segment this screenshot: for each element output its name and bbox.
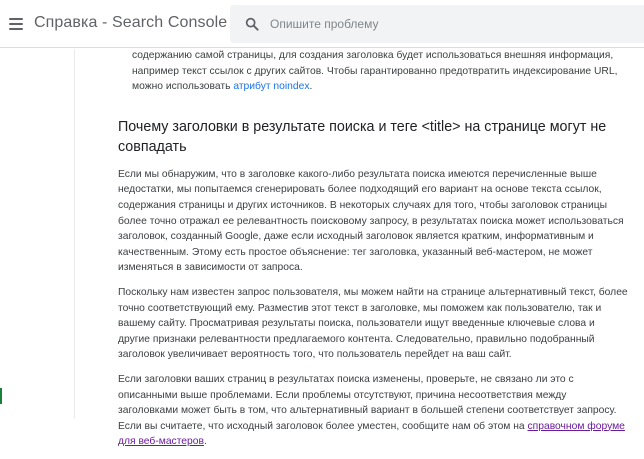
last-paragraph-text-end: . [203,436,207,448]
app-title[interactable]: Справка - Search Console [34,14,228,31]
menu-icon-bar [9,18,23,20]
webmaster-forum-link[interactable]: справочном форуме для веб-мастеров [118,420,625,448]
edge-marker [0,388,2,404]
search-input[interactable] [270,11,630,37]
app-header [0,0,644,48]
intro-paragraph [118,48,628,95]
paragraph: Поскольку нам известен запрос пользователя, мы можем найти на странице альтернативный текст, более точно соответствующий ему. Разместив этот текст в заголовке, мы поможем как пользователю, так и вашему сайту. Просматривая результаты поиска, пользователи ищут введенные ключевые слова и другие признаки релевантности предлагаемого контента. Следовательно, правильно подобранный заголовок увеличивает вероятность того, что пользователь перейдет на ваш сайт. [118,286,628,361]
menu-icon-bar [9,28,23,30]
paragraph: Если мы обнаружим, что в заголовке какого-либо результата поиска имеются перечисленные выше недостатки, мы попытаемся сгенерировать более подходящий его вариант на основе текста ссылок, содержания страницы и других источников. В некоторых случаях для того, чтобы заголовок страницы более точно отражал ее релевантность поисковому запросу, в результатах поиска может использоваться заголовок, созданный Google, даже если исходный заголовок является кратким, информативным и качественным. Этому есть простое объяснение: тег заголовка, указанный веб-мастером, не может изменяться в зависимости от запроса. [118,168,624,274]
last-paragraph [118,372,628,450]
search-icon[interactable] [244,16,260,32]
noindex-link[interactable]: атрибут noindex [233,81,310,93]
menu-icon[interactable] [4,12,28,36]
search-box[interactable] [230,5,644,43]
section-heading: Почему заголовки в результате поиска и теге <title> на странице могут не совпадать [118,118,607,155]
last-paragraph-text: Если заголовки ваших страниц в результатах поиска изменены, проверьте, не связано ли это с описанными выше проблемами. Если проблемы отсутствуют, причина несоответствия между заголовками может быть в том, что альтернативный вариант в большей степени соответствует запросу. Если вы считаете, что исходный заголовок более уместен, сообщите нам об этом на [118,373,617,432]
left-divider [74,49,75,419]
article-body [118,49,628,459]
intro-text-end: . [309,81,313,93]
intro-text: содержанию самой страницы, для создания заголовка будет использоваться внешняя информация, например текст ссылок с других сайтов. Чтобы гарантированно предотвратить индексирование URL, можно использовать [132,50,618,93]
menu-icon-bar [9,23,23,25]
